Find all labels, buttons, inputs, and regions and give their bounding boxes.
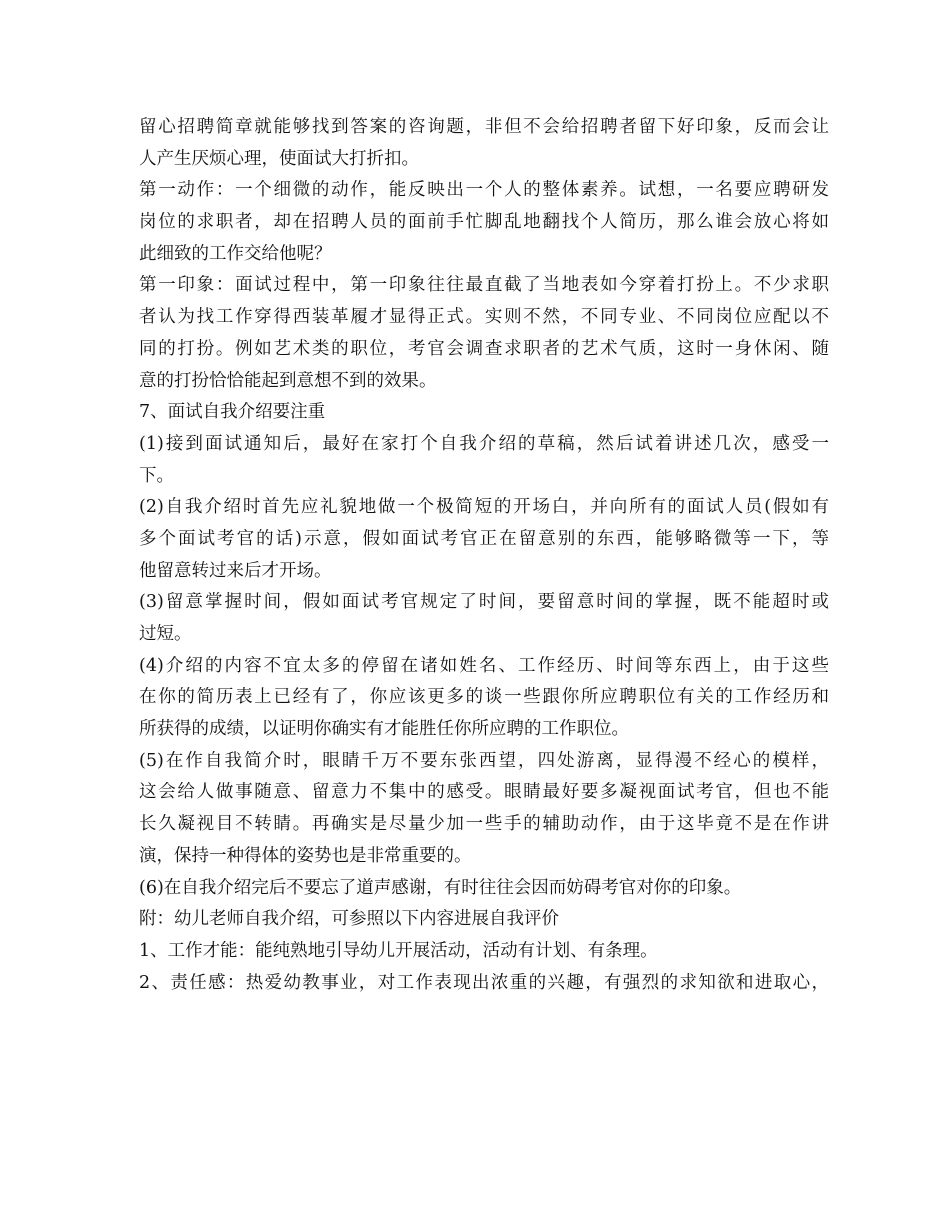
text-line: 1、工作才能：能纯熟地引导幼儿开展活动，活动有计划、有条理。	[139, 940, 658, 961]
text-line: 他留意转过来后才开场。	[139, 560, 332, 581]
text-line: (5)在作自我简介时，眼睛千万不要东张西望，四处游离，显得漫不经心的模样，	[139, 750, 829, 771]
text-line: (3)留意掌握时间，假如面试考官规定了时间，要留意时间的掌握，既不能超时或	[139, 592, 829, 613]
text-line: 7、面试自我介绍要注重	[139, 402, 326, 423]
text-line: 意的打扮恰恰能起到意想不到的效果。	[139, 370, 437, 391]
text-line: 人产生厌烦心理，使面试大打折扣。	[139, 148, 419, 169]
text-line: 此细致的工作交给他呢？	[139, 243, 332, 264]
text-line: 附：幼儿老师自我介绍，可参照以下内容进展自我评价	[139, 909, 559, 930]
text-line: (6)在自我介绍完后不要忘了道声感谢，有时往往会因而妨碍考官对你的印象。	[139, 877, 742, 898]
text-line: 2、责任感：热爱幼教事业，对工作表现出浓重的兴趣，有强烈的求知欲和进取心，	[139, 972, 829, 993]
text-line: (4)介绍的内容不宜太多的停留在诸如姓名、工作经历、时间等东西上，由于这些	[139, 655, 829, 676]
text-line: 留心招聘简章就能够找到答案的咨询题，非但不会给招聘者留下好印象，反而会让	[139, 117, 829, 137]
document-body	[139, 112, 829, 999]
text-line: 所获得的成绩，以证明你确实有才能胜任你所应聘的工作职位。	[139, 719, 629, 740]
text-line: 长久凝视目不转睛。再确实是尽量少加一些手的辅助动作，由于这毕竟不是在作讲	[139, 814, 829, 835]
text-line: (1)接到面试通知后，最好在家打个自我介绍的草稿，然后试着讲述几次，感受一	[139, 433, 829, 454]
text-line: 岗位的求职者，却在招聘人员的面前手忙脚乱地翻找个人简历，那么谁会放心将如	[139, 212, 829, 233]
text-line: 第一印象：面试过程中，第一印象往往最直截了当地表如今穿着打扮上。不少求职	[139, 275, 829, 296]
text-line: 这会给人做事随意、留意力不集中的感受。眼睛最好要多凝视面试考官，但也不能	[139, 782, 829, 803]
text-line: 第一动作：一个细微的动作，能反映出一个人的整体素养。试想，一名要应聘研发	[139, 180, 829, 201]
text-line: 演，保持一种得体的姿势也是非常重要的。	[139, 845, 472, 866]
text-line: 同的打扮。例如艺术类的职位，考官会调查求职者的艺术气质，这时一身休闲、随	[139, 338, 829, 359]
text-line: 多个面试考官的话)示意，假如面试考官正在留意别的东西，能够略微等一下，等	[139, 528, 829, 549]
text-line: 者认为找工作穿得西装革履才显得正式。实则不然，不同专业、不同岗位应配以不	[139, 307, 829, 328]
text-line: 下。	[139, 465, 174, 486]
text-line: 过短。	[139, 624, 192, 644]
text-line: 在你的简历表上已经有了，你应该更多的谈一些跟你所应聘职位有关的工作经历和	[139, 687, 829, 708]
text-line: (2)自我介绍时首先应礼貌地做一个极简短的开场白，并向所有的面试人员(假如有	[139, 497, 829, 518]
